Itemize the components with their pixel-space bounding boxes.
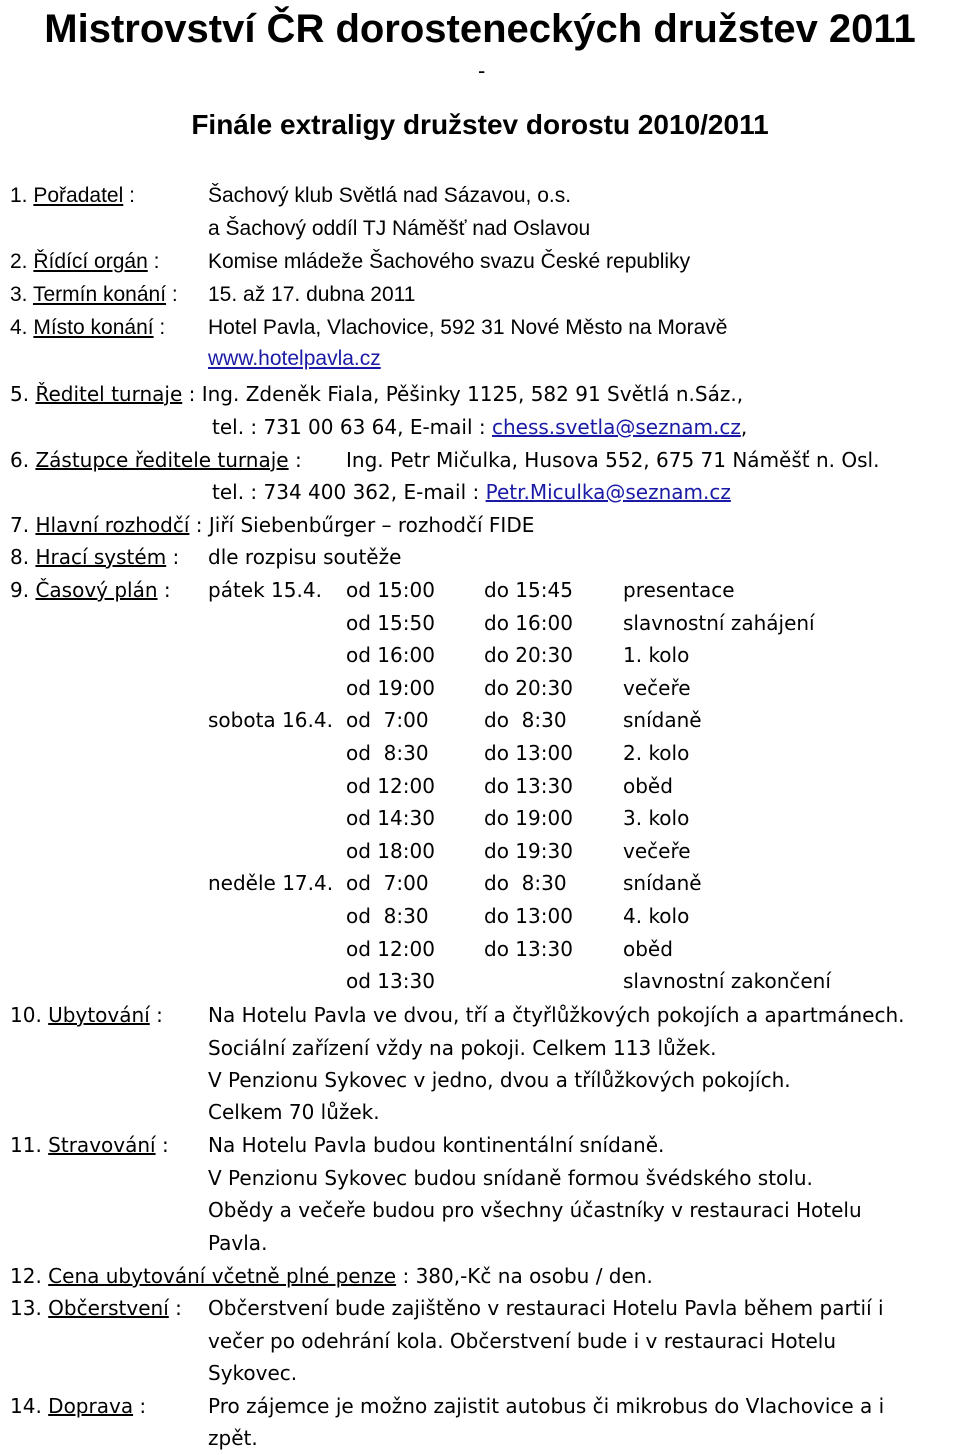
deputy-director-value: Ing. Petr Mičulka, Husova 552, 675 71 Náměšť n. Osl. <box>346 448 880 472</box>
item-separator: : <box>123 184 135 207</box>
item-number: 14. <box>10 1394 42 1418</box>
item-number: 6. <box>10 448 30 472</box>
item-number: 10. <box>10 1003 42 1027</box>
schedule-day: sobota 16.4. <box>208 708 333 732</box>
schedule-from: od 18:00 <box>346 839 435 863</box>
schedule-from: od 16:00 <box>346 643 435 667</box>
item-separator: : <box>182 382 196 406</box>
item-separator: : <box>168 1296 182 1320</box>
catering-line: Pavla. <box>208 1231 268 1255</box>
schedule-event: 2. kolo <box>623 741 690 765</box>
schedule-event: večeře <box>623 839 691 863</box>
accommodation-line: Sociální zařízení vždy na pokoji. Celkem 113 lůžek. <box>208 1036 717 1060</box>
schedule-event: oběd <box>623 774 673 798</box>
item-label-chief-arbiter: Hlavní rozhodčí <box>35 513 190 537</box>
schedule-to: do 13:30 <box>484 937 573 961</box>
item-separator: : <box>166 283 178 306</box>
chief-arbiter-value: : Jiří Siebenbűrger – rozhodčí FIDE <box>195 513 535 537</box>
director-comma: , <box>740 415 748 439</box>
refreshments-line: večer po odehrání kola. Občerstvení bude i v restauraci Hotelu <box>208 1329 837 1353</box>
item-separator: : <box>288 448 302 472</box>
director-tel: tel. : 731 00 63 64, E-mail : <box>212 415 486 439</box>
schedule-to: do 20:30 <box>484 676 573 700</box>
accommodation-line: V Penzionu Sykovec v jedno, dvou a třílůžkových pokojích. <box>208 1068 791 1092</box>
schedule-to: do 8:30 <box>484 708 567 732</box>
schedule-to: do 16:00 <box>484 611 573 635</box>
item-number: 8. <box>10 545 30 569</box>
deputy-director-tel: tel. : 734 400 362, E-mail : <box>212 480 480 504</box>
title-separator: - <box>478 58 486 83</box>
item-label-refreshments: Občerstvení <box>48 1296 169 1320</box>
item-game-system <box>10 543 179 571</box>
schedule-to: do 13:00 <box>484 741 573 765</box>
item-number: 9. <box>10 578 30 602</box>
transport-line: Pro zájemce je možno zajistit autobus či mikrobus do Vlachovice a i <box>208 1394 885 1418</box>
catering-line: V Penzionu Sykovec budou snídaně formou švédského stolu. <box>208 1166 813 1190</box>
schedule-to: do 15:45 <box>484 578 573 602</box>
item-label-transport: Doprava <box>48 1394 134 1418</box>
schedule-from: od 15:50 <box>346 611 435 635</box>
item-label-organizer: Pořadatel <box>33 184 124 207</box>
item-label-deputy-director: Zástupce ředitele turnaje <box>35 448 289 472</box>
item-label-governing-body: Řídící orgán <box>33 250 148 273</box>
item-number: 7. <box>10 513 30 537</box>
organizer-value-line1: Šachový klub Světlá nad Sázavou, o.s. <box>208 184 572 207</box>
schedule-from: od 15:00 <box>346 578 435 602</box>
item-number: 2. <box>10 250 28 273</box>
item-number: 4. <box>10 316 28 339</box>
schedule-event: slavnostní zahájení <box>623 611 815 635</box>
schedule-to: do 19:30 <box>484 839 573 863</box>
schedule-to: do 13:30 <box>484 774 573 798</box>
schedule-event: 4. kolo <box>623 904 690 928</box>
accommodation-line: Celkem 70 lůžek. <box>208 1100 380 1124</box>
schedule-event: večeře <box>623 676 691 700</box>
schedule-from: od 13:30 <box>346 969 435 993</box>
item-label-accommodation: Ubytování <box>48 1003 150 1027</box>
item-label-catering: Stravování <box>48 1133 156 1157</box>
schedule-to: do 20:30 <box>484 643 573 667</box>
item-number: 12. <box>10 1264 42 1288</box>
page-title: Mistrovství ČR dorosteneckých družstev 2011 <box>44 7 916 51</box>
item-separator: : <box>153 316 166 339</box>
item-separator: : <box>149 1003 163 1027</box>
item-venue <box>10 314 165 342</box>
item-label-game-system: Hrací systém <box>35 545 167 569</box>
deputy-director-contact <box>212 478 731 506</box>
governing-body-value: Komise mládeže Šachového svazu České republiky <box>208 250 691 273</box>
item-time-schedule <box>10 576 171 604</box>
schedule-event: 1. kolo <box>623 643 690 667</box>
accommodation-line: Na Hotelu Pavla ve dvou, tří a čtyřlůžkových pokojích a apartmánech. <box>208 1003 905 1027</box>
item-governing-body <box>10 248 159 276</box>
item-transport <box>10 1392 146 1420</box>
schedule-from: od 14:30 <box>346 806 435 830</box>
item-number: 3. <box>10 283 28 306</box>
item-label-date: Termín konání <box>32 283 167 306</box>
item-separator: : <box>147 250 160 273</box>
item-separator: : <box>396 1264 410 1288</box>
item-catering <box>10 1131 169 1159</box>
schedule-from: od 12:00 <box>346 937 435 961</box>
schedule-from: od 12:00 <box>346 774 435 798</box>
item-deputy-director <box>10 446 302 474</box>
schedule-from: od 8:30 <box>346 904 429 928</box>
organizer-value-line2: a Šachový oddíl TJ Náměšť nad Oslavou <box>208 217 591 240</box>
game-system-value: dle rozpisu soutěže <box>208 545 402 569</box>
schedule-event: slavnostní zakončení <box>623 969 831 993</box>
schedule-to: do 19:00 <box>484 806 573 830</box>
item-separator: : <box>133 1394 147 1418</box>
item-number: 1. <box>10 184 28 207</box>
director-contact <box>212 413 747 441</box>
item-number: 11. <box>10 1133 42 1157</box>
item-separator: : <box>157 578 171 602</box>
item-separator: : <box>155 1133 169 1157</box>
item-label-director: Ředitel turnaje <box>35 382 183 406</box>
item-date <box>10 281 178 309</box>
item-price <box>10 1262 653 1290</box>
schedule-from: od 19:00 <box>346 676 435 700</box>
schedule-event: snídaně <box>623 871 702 895</box>
date-value: 15. až 17. dubna 2011 <box>208 283 416 306</box>
transport-line: zpět. <box>208 1426 258 1450</box>
item-refreshments <box>10 1294 182 1322</box>
schedule-from: od 7:00 <box>346 871 429 895</box>
item-number: 5. <box>10 382 30 406</box>
item-label-time-schedule: Časový plán <box>35 578 158 602</box>
schedule-day: pátek 15.4. <box>208 578 322 602</box>
item-number: 13. <box>10 1296 42 1320</box>
schedule-to: do 13:00 <box>484 904 573 928</box>
schedule-day: neděle 17.4. <box>208 871 334 895</box>
item-label-venue: Místo konání <box>33 316 154 339</box>
refreshments-line: Sykovec. <box>208 1361 298 1385</box>
venue-website-text[interactable]: www.hotelpavla.cz <box>208 347 381 370</box>
item-separator: : <box>166 545 180 569</box>
item-director <box>10 380 743 408</box>
schedule-from: od 8:30 <box>346 741 429 765</box>
refreshments-line: Občerstvení bude zajištěno v restauraci Hotelu Pavla během partií i <box>208 1296 884 1320</box>
schedule-event: oběd <box>623 937 673 961</box>
page-subtitle: Finále extraligy družstev dorostu 2010/2011 <box>191 109 769 140</box>
price-value: 380,-Kč na osobu / den. <box>415 1264 653 1288</box>
catering-line: Obědy a večeře budou pro všechny účastníky v restauraci Hotelu <box>208 1198 862 1222</box>
venue-website-link[interactable] <box>208 345 381 373</box>
item-chief-arbiter <box>10 511 534 539</box>
item-label-price: Cena ubytování včetně plné penze <box>48 1264 397 1288</box>
schedule-event: 3. kolo <box>623 806 690 830</box>
catering-line: Na Hotelu Pavla budou kontinentální snídaně. <box>208 1133 665 1157</box>
schedule-event: presentace <box>623 578 735 602</box>
schedule-to: do 8:30 <box>484 871 567 895</box>
schedule-from: od 7:00 <box>346 708 429 732</box>
director-value: Ing. Zdeněk Fiala, Pěšinky 1125, 582 91 Světlá n.Sáz., <box>201 382 744 406</box>
schedule-event: snídaně <box>623 708 702 732</box>
item-accommodation <box>10 1001 163 1029</box>
item-organizer <box>10 182 135 210</box>
venue-value: Hotel Pavla, Vlachovice, 592 31 Nové Město na Moravě <box>208 316 728 339</box>
deputy-director-email-link[interactable]: Petr.Miculka@seznam.cz <box>485 480 731 504</box>
director-email-link[interactable]: chess.svetla@seznam.cz <box>491 415 741 439</box>
